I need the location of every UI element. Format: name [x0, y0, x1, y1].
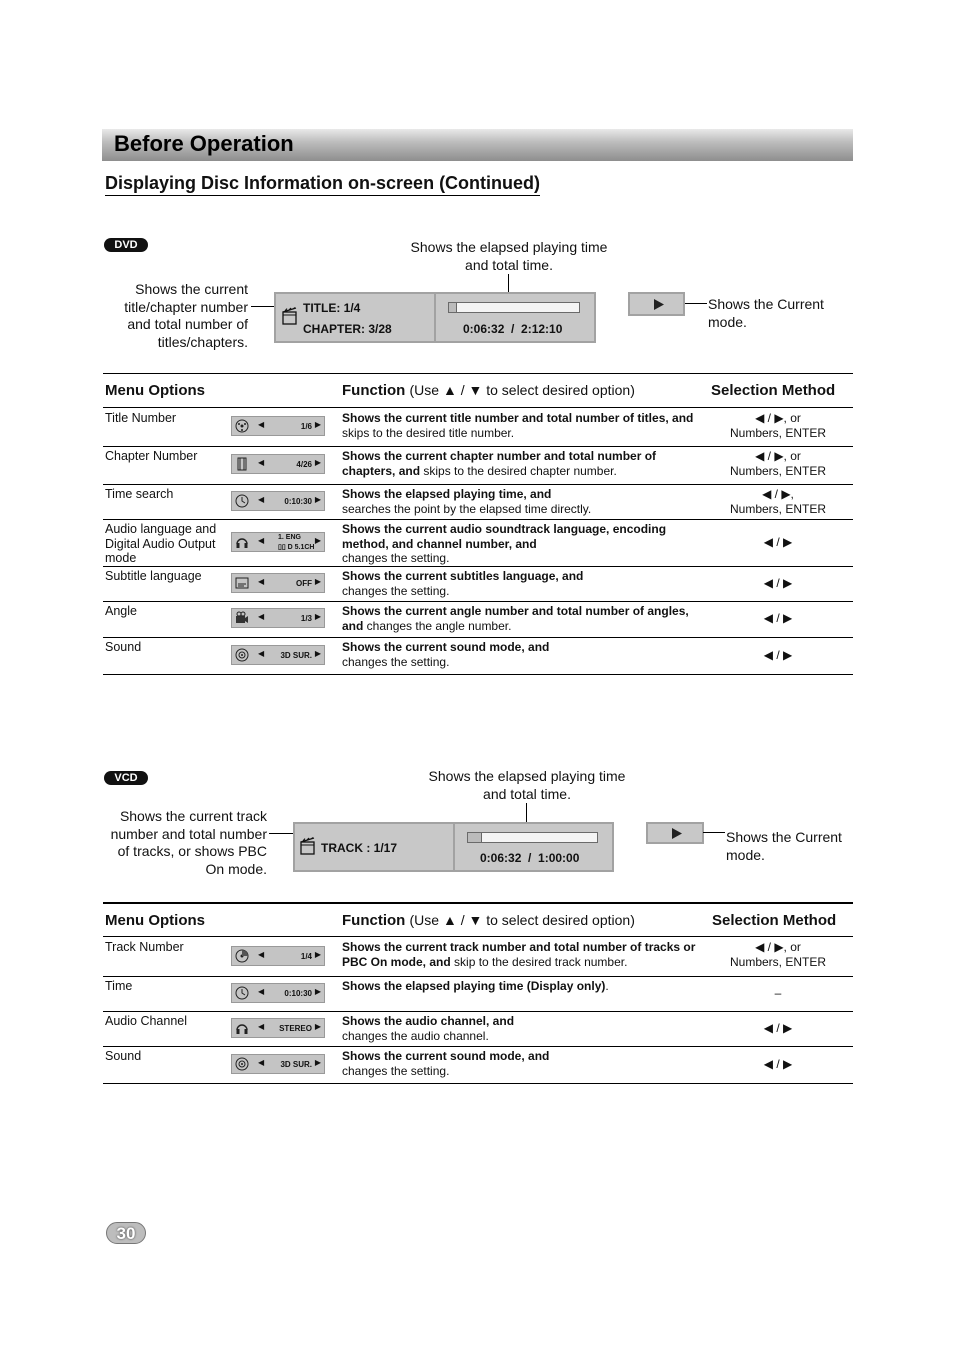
table-rule — [103, 446, 853, 447]
selection-method — [703, 487, 853, 516]
selection-line: ◀ / ▶, or — [755, 940, 801, 954]
selection-line: ◀ / ▶ — [763, 1020, 793, 1035]
option-osd-box — [231, 491, 325, 511]
selection-method — [703, 1021, 853, 1036]
function-rest: changes the setting. — [342, 551, 450, 565]
option-osd-box — [231, 645, 325, 665]
option-value: 0:10:30 — [284, 988, 312, 998]
note-line: and total time. — [483, 785, 571, 802]
osd-time: 0:06:32 / 2:12:10 — [463, 322, 563, 336]
note-line: Shows the current — [135, 281, 248, 297]
section-title: Before Operation — [114, 131, 294, 156]
selection-line: ◀ / ▶, — [762, 487, 794, 501]
option-value-lines — [278, 533, 315, 553]
col-function-label: Function — [342, 382, 406, 399]
osd-progress-fill — [449, 303, 457, 312]
function-rest: skips to the desired title number. — [342, 425, 515, 440]
menu-option-name: Angle — [105, 604, 137, 618]
selection-line: – — [774, 985, 782, 1000]
function-bold: Shows the current subtitles language, and — [342, 569, 584, 583]
note-line: Shows the Current — [726, 829, 842, 845]
right-arrow-icon: ▶ — [314, 1057, 321, 1067]
osd-time: 0:06:32 / 1:00:00 — [480, 851, 580, 865]
table-rule — [103, 1011, 853, 1012]
menu-option-name: Sound — [105, 1049, 142, 1063]
option-value: 3D SUR. — [280, 1059, 312, 1069]
selection-line: Numbers, ENTER — [729, 425, 827, 440]
function-bold: Shows the current angle number and total number of angles, and — [342, 604, 689, 633]
function-bold: Shows the current audio soundtrack language, encoding method, and channel number, and — [342, 522, 667, 551]
function-rest: skips to the desired chapter number. — [420, 463, 617, 478]
selection-line: Numbers, ENTER — [729, 501, 827, 516]
option-osd-box — [231, 608, 325, 628]
left-arrow-icon: ◀ — [258, 535, 265, 545]
selection-line: ◀ / ▶ — [763, 575, 793, 590]
note-line: mode. — [708, 313, 747, 330]
right-arrow-icon: ▶ — [314, 612, 321, 621]
right-arrow-icon: ▶ — [314, 420, 321, 429]
option-value: 1. ENG — [278, 533, 301, 541]
function-description — [342, 604, 697, 633]
selection-method — [703, 940, 853, 969]
note-line: title/chapter number — [124, 298, 248, 315]
headphone-icon — [235, 535, 250, 549]
function-rest: changes the setting. — [342, 1063, 450, 1078]
dvd-osd-display — [274, 292, 596, 343]
function-bold: Shows the audio channel, and — [342, 1014, 515, 1028]
option-value: 1/4 — [300, 951, 312, 961]
function-bold: Shows the elapsed playing time, and — [342, 487, 552, 501]
function-bold: Shows the elapsed playing time (Display only) — [342, 979, 606, 993]
function-bold: Shows the current chapter number and total number of chapters, and — [342, 449, 657, 478]
right-arrow-icon: ▶ — [314, 458, 321, 467]
left-arrow-icon: ◀ — [258, 648, 265, 658]
table-rule — [103, 637, 853, 638]
vcd-note-track — [96, 808, 267, 878]
subtitle-icon — [235, 576, 250, 590]
function-rest: changes the angle number. — [363, 618, 512, 633]
table-rule — [103, 1083, 853, 1084]
option-value: 3D SUR. — [280, 650, 312, 660]
selection-method — [703, 648, 853, 663]
table-rule — [103, 373, 853, 374]
dvd-note-mode — [708, 296, 848, 331]
note-line: of tracks, or shows PBC — [117, 843, 267, 859]
dvd-note-elapsed — [390, 239, 628, 274]
vcd-note-elapsed — [408, 768, 646, 803]
clock-icon — [235, 986, 250, 1000]
note-line: titles/chapters. — [157, 333, 248, 350]
note-line: number and total number — [110, 825, 267, 842]
left-arrow-icon: ◀ — [258, 494, 265, 504]
function-rest: changes the audio channel. — [342, 1028, 489, 1043]
menu-option-name: Track Number — [105, 940, 184, 954]
selection-line: ◀ / ▶, or — [755, 449, 801, 463]
function-rest: skip to the desired track number. — [450, 954, 628, 969]
table-rule — [103, 601, 853, 602]
function-description — [342, 940, 697, 969]
selection-method — [703, 611, 853, 626]
left-arrow-icon: ◀ — [258, 612, 265, 621]
table-rule — [103, 976, 853, 977]
function-description — [342, 449, 697, 478]
selection-line: Numbers, ENTER — [729, 954, 827, 969]
dvd-note-title — [100, 281, 248, 351]
right-arrow-icon: ▶ — [314, 986, 321, 996]
col-header-function — [342, 912, 635, 929]
osd-divider — [453, 824, 455, 870]
note-line: Shows the elapsed playing time — [428, 768, 626, 784]
headphone-icon — [235, 1021, 250, 1035]
page-number: 30 — [106, 1222, 146, 1244]
left-arrow-icon: ◀ — [258, 1021, 265, 1031]
option-value: 4/26 — [296, 460, 312, 469]
option-value-2: ▯▯ D 5.1CH — [278, 543, 315, 551]
function-description — [342, 411, 697, 440]
function-rest: . — [605, 979, 609, 993]
menu-option-name: Time — [105, 979, 133, 993]
right-arrow-icon: ▶ — [314, 1021, 321, 1031]
selection-method — [703, 449, 853, 478]
function-rest: changes the setting. — [342, 654, 450, 669]
sound-icon — [235, 648, 250, 662]
function-description — [342, 1049, 697, 1078]
selection-method — [703, 411, 853, 440]
function-rest: changes the setting. — [342, 583, 450, 598]
selection-method — [703, 1057, 853, 1072]
osd-progress-bar — [467, 832, 598, 843]
option-osd-box — [231, 454, 325, 474]
table-rule — [103, 566, 853, 567]
function-bold: Shows the current track number and total number of tracks or PBC On mode, and — [342, 940, 696, 969]
function-bold: Shows the current sound mode, and — [342, 640, 550, 654]
menu-option-name: Title Number — [105, 411, 177, 425]
selection-line: Numbers, ENTER — [729, 463, 827, 478]
selection-method — [703, 535, 853, 550]
table-rule — [103, 1046, 853, 1047]
left-arrow-icon: ◀ — [258, 576, 265, 586]
option-osd-box — [231, 983, 325, 1003]
callout-line — [703, 832, 725, 833]
table-rule — [103, 407, 853, 408]
note-line: Shows the elapsed playing time — [410, 239, 608, 255]
note-line: Shows the Current — [708, 296, 824, 312]
clapperboard-icon — [282, 306, 298, 326]
disc-track-icon — [235, 949, 250, 963]
option-value: 0:10:30 — [284, 496, 312, 506]
col-header-menu: Menu Options — [105, 912, 205, 929]
section-header-bar — [102, 129, 853, 161]
table-rule — [103, 674, 853, 675]
right-arrow-icon: ▶ — [314, 949, 321, 959]
option-value: 1/6 — [300, 422, 312, 431]
option-osd-box — [231, 416, 325, 436]
menu-option-name: Chapter Number — [105, 449, 198, 463]
osd-divider — [434, 294, 436, 341]
col-header-function — [342, 382, 635, 399]
function-description — [342, 640, 697, 669]
col-function-note: (Use ▲ / ▼ to select desired option) — [409, 912, 635, 928]
osd-track: TRACK : 1/17 — [321, 841, 398, 855]
clock-icon — [235, 494, 250, 508]
vcd-badge: VCD — [104, 771, 148, 785]
vcd-note-mode — [726, 829, 866, 864]
selection-line: ◀ / ▶ — [763, 647, 793, 662]
option-value: 1/3 — [300, 614, 312, 623]
function-description — [342, 569, 697, 598]
camera-angle-icon — [235, 611, 250, 625]
osd-chapter: CHAPTER: 3/28 — [303, 322, 392, 336]
selection-method — [703, 986, 853, 1001]
left-arrow-icon: ◀ — [258, 986, 265, 996]
selection-line: ◀ / ▶ — [763, 611, 793, 625]
osd-title: TITLE: 1/4 — [303, 301, 361, 315]
col-function-note: (Use ▲ / ▼ to select desired option) — [409, 382, 635, 398]
selection-method — [703, 576, 853, 591]
play-icon — [671, 828, 683, 839]
note-line: and total time. — [465, 256, 553, 273]
table-rule — [103, 484, 853, 485]
sound-icon — [235, 1057, 250, 1071]
menu-option-name: Audio language and Digital Audio Output mode — [105, 522, 217, 565]
function-description — [342, 522, 697, 566]
dvd-play-mode-box — [628, 292, 685, 316]
note-line: and total number of — [127, 316, 248, 332]
col-header-menu: Menu Options — [105, 382, 205, 399]
table-rule — [103, 936, 853, 937]
note-line: Shows the current track — [119, 808, 267, 824]
function-bold: Shows the current sound mode, and — [342, 1049, 550, 1063]
function-description — [342, 979, 697, 994]
function-description — [342, 1014, 697, 1043]
col-header-selection: Selection Method — [711, 382, 836, 399]
option-osd-box — [231, 1054, 325, 1074]
left-arrow-icon: ◀ — [258, 420, 265, 429]
function-description — [342, 487, 697, 516]
right-arrow-icon: ▶ — [314, 648, 321, 658]
function-bold: Shows the current title number and total number of titles, and — [342, 411, 694, 425]
option-osd-box — [231, 532, 325, 552]
table-rule — [103, 519, 853, 520]
vcd-osd-display — [293, 822, 614, 872]
osd-progress-fill — [468, 833, 482, 842]
play-icon — [653, 299, 665, 310]
option-value: OFF — [296, 578, 312, 588]
col-function-label: Function — [342, 912, 406, 929]
note-line: mode. — [726, 846, 765, 863]
right-arrow-icon: ▶ — [314, 576, 321, 586]
menu-option-name: Audio Channel — [105, 1014, 188, 1028]
note-line: On mode. — [205, 860, 267, 877]
dvd-badge: DVD — [104, 238, 148, 252]
right-arrow-icon: ▶ — [314, 494, 321, 504]
film-chapter-icon — [235, 457, 250, 471]
clapperboard-icon — [300, 836, 316, 856]
left-arrow-icon: ◀ — [258, 458, 265, 467]
menu-option-name: Subtitle language — [105, 569, 202, 583]
selection-line: ◀ / ▶, or — [755, 411, 801, 425]
right-arrow-icon: ▶ — [314, 535, 321, 545]
col-header-selection: Selection Method — [712, 912, 837, 929]
menu-option-name: Time search — [105, 487, 174, 501]
selection-line: ◀ / ▶ — [763, 534, 793, 549]
callout-line — [685, 303, 707, 304]
option-value: STEREO — [279, 1023, 312, 1033]
left-arrow-icon: ◀ — [258, 1057, 265, 1067]
left-arrow-icon: ◀ — [258, 949, 265, 959]
vcd-play-mode-box — [646, 822, 704, 844]
option-osd-box — [231, 1018, 325, 1038]
disc-title-icon — [235, 419, 250, 433]
option-osd-box — [231, 946, 325, 966]
osd-progress-bar — [448, 302, 580, 313]
function-rest: searches the point by the elapsed time directly. — [342, 501, 592, 516]
menu-option-name: Sound — [105, 640, 142, 654]
table-rule — [103, 902, 853, 904]
page-subtitle: Displaying Disc Information on-screen (Continued) — [105, 173, 540, 196]
selection-line: ◀ / ▶ — [763, 1056, 793, 1071]
option-osd-box — [231, 573, 325, 593]
